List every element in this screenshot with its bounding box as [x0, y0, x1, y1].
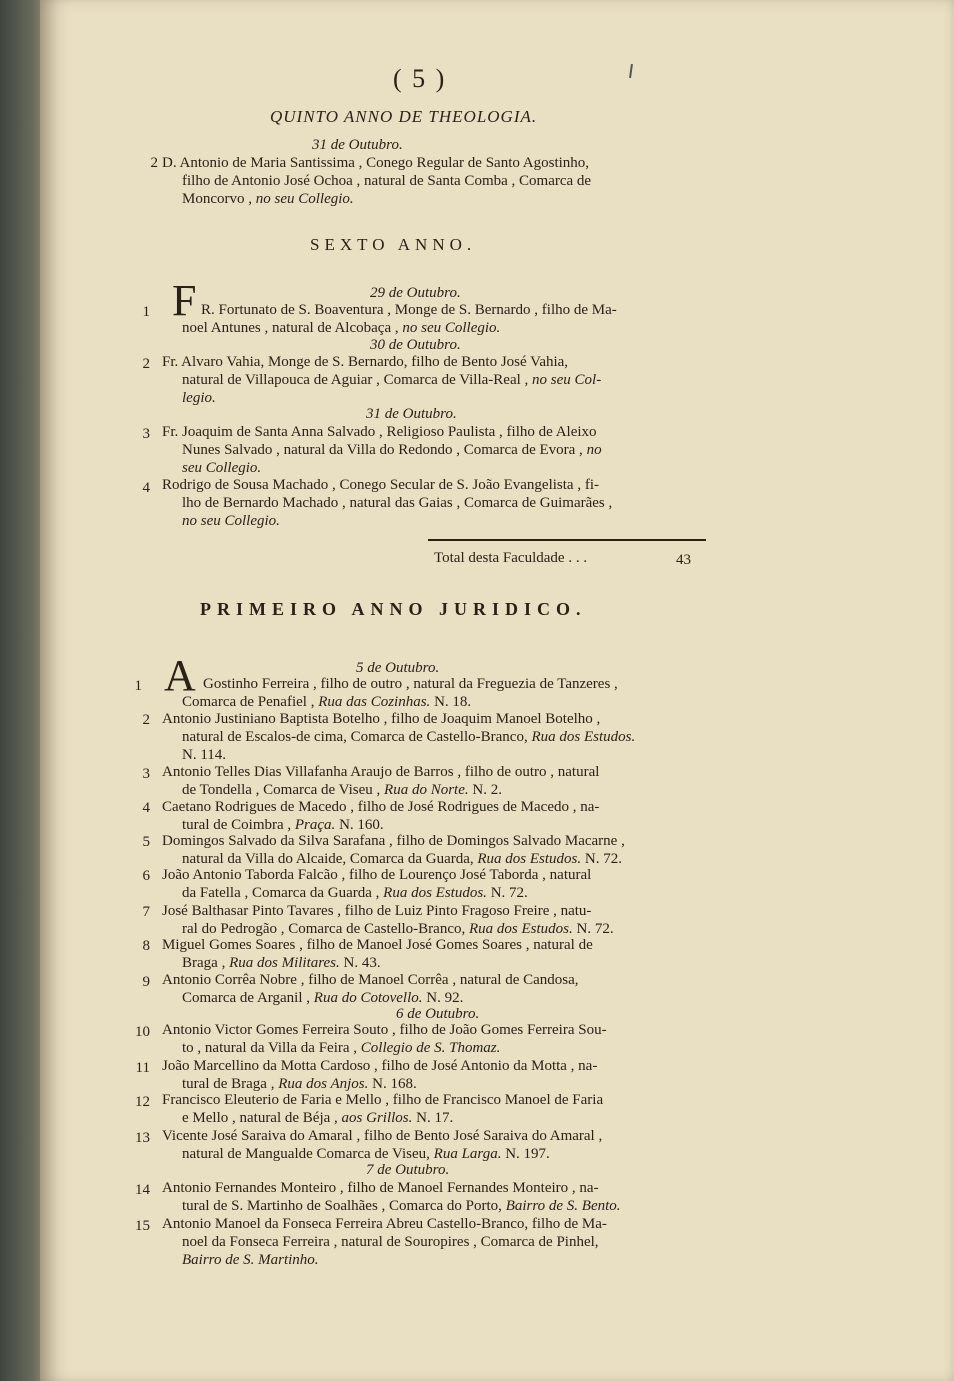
entry-number: 10 [135, 1024, 150, 1040]
entry-text: Nunes Salvado , natural da Villa do Redondo , Comarca de Evora , [182, 442, 587, 458]
entry-line: lho de Bernardo Machado , natural das Gaias , Comarca de Guimarães , [182, 495, 613, 511]
entry-house-number: N. 2. [468, 782, 502, 798]
entry-line [182, 729, 635, 746]
entry-line: Antonio Manoel da Fonseca Ferreira Abreu Castello-Branco, filho de Ma- [162, 1216, 607, 1232]
entry-location: Rua do Cotovello. [313, 990, 423, 1006]
book-spine-edge [0, 0, 44, 1381]
entry-line [182, 921, 614, 938]
entry-text: Comarca de Arganil , [182, 990, 314, 1006]
entry-location: Rua dos Militares. [229, 955, 340, 971]
entry-number: 1 [134, 678, 142, 694]
entry-house-number: N. 72. [581, 851, 622, 867]
entry-line: Antonio Telles Dias Villafanha Araujo de Barros , filho de outro , natural [162, 764, 600, 780]
entry-line: Antonio Corrêa Nobre , filho de Manoel Corrêa , natural de Candosa, [162, 972, 579, 988]
pencil-mark [629, 64, 633, 78]
entry-location: no [586, 442, 602, 458]
entry-line: R. Fortunato de S. Boaventura , Monge de S. Bernardo , filho de Ma- [201, 302, 617, 318]
entry-line: Francisco Eleuterio de Faria e Mello , filho de Francisco Manoel de Faria [162, 1092, 604, 1108]
entry-location: no seu Collegio. [182, 513, 280, 529]
entry-line: Fr. Joaquim de Santa Anna Salvado , Religioso Paulista , filho de Aleixo [162, 424, 597, 440]
entry-text: da Fatella , Comarca da Guarda , [182, 885, 384, 901]
entry-line [182, 191, 354, 208]
entry-house-number: N. 92. [422, 990, 464, 1006]
entry-line: Rodrigo de Sousa Machado , Conego Secular de S. João Evangelista , fi- [162, 477, 599, 493]
drop-cap: F [172, 276, 197, 325]
entry-number: 2 [142, 356, 150, 372]
total-label: Total desta Faculdade . . . [434, 550, 588, 566]
entry-house-number: N. 197. [501, 1146, 550, 1162]
entry-line: noel da Fonseca Ferreira , natural de Souropires , Comarca de Pinhel, [182, 1234, 599, 1250]
entry-location: Rua dos Estudos. [469, 921, 573, 937]
entry-line [182, 885, 528, 902]
entry-location: no seu Collegio. [255, 191, 354, 207]
date-heading: 31 de Outubro. [312, 137, 403, 153]
entry-text: tural de Braga , [182, 1076, 279, 1092]
entry-number: 3 [142, 426, 150, 442]
entry-line [182, 442, 602, 459]
entry-line [182, 782, 502, 799]
entry-location: Praça. [294, 817, 336, 833]
entry-line [182, 1198, 621, 1215]
entry-number: 6 [142, 868, 150, 884]
drop-cap: A [164, 651, 196, 700]
entry-line: Gostinho Ferreira , filho de outro , natural da Freguezia de Tanzeres , [203, 676, 618, 692]
entry-location: Rua dos Estudos. [531, 729, 636, 745]
entry-number: 13 [135, 1130, 150, 1146]
entry-house-number: N. 43. [339, 955, 381, 971]
entry-text: natural de Villapouca de Aguiar , Comarca de Villa-Real , [182, 372, 533, 388]
entry-number: 1 [142, 304, 150, 320]
entry-location: Bairro de S. Martinho. [182, 1252, 319, 1268]
entry-text: tural de Coimbra , [182, 817, 295, 833]
entry-text: Comarca de Penafiel , [182, 694, 319, 710]
entry-house-number: N. 18. [430, 694, 472, 710]
entry-line [182, 320, 500, 337]
entry-line: Caetano Rodrigues de Macedo , filho de José Rodrigues de Macedo , na- [162, 799, 600, 815]
entry-location: Rua das Cozinhas. [318, 694, 431, 710]
date-heading: 7 de Outubro. [366, 1162, 450, 1178]
entry-line: filho de Antonio José Ochoa , natural de Santa Comba , Comarca de [182, 173, 592, 189]
entry-line [182, 1110, 453, 1127]
entry-number: 7 [142, 904, 150, 920]
entry-location: aos Grillos. [341, 1110, 413, 1126]
entry-text: to , natural da Villa da Feira , [182, 1040, 361, 1056]
entry-line: José Balthasar Pinto Tavares , filho de Luiz Pinto Fragoso Freire , natu- [162, 903, 592, 919]
entry-location: no seu Collegio. [402, 320, 501, 336]
entry-line [182, 372, 601, 389]
entry-text: tural de S. Martinho de Soalhães , Comarca do Porto, [182, 1198, 506, 1214]
entry-location: Bairro de S. Bento. [505, 1198, 621, 1214]
entry-number: 4 [142, 480, 150, 496]
entry-text: natural de Mangualde Comarca de Viseu, [182, 1146, 434, 1162]
entry-number: 8 [142, 938, 150, 954]
entry-number: 14 [135, 1182, 150, 1198]
entry-line: João Marcellino da Motta Cardoso , filho de José Antonio da Motta , na- [162, 1058, 598, 1074]
date-heading: 30 de Outubro. [370, 337, 461, 353]
entry-number: 9 [142, 974, 150, 990]
entry-house-number: N. 160. [335, 817, 384, 833]
entry-number: 2 [142, 712, 150, 728]
page-number: ( 5 ) [393, 64, 447, 93]
entry-line [182, 851, 622, 868]
entry-text: e Mello , natural de Béja , [182, 1110, 342, 1126]
page-content [40, 0, 954, 1381]
entry-location: Collegio de S. Thomaz. [360, 1040, 501, 1056]
entry-line: Antonio Victor Gomes Ferreira Souto , filho de João Gomes Ferreira Sou- [162, 1022, 607, 1038]
section-heading-primeiro: PRIMEIRO ANNO JURIDICO. [200, 599, 587, 619]
entry-line [182, 817, 384, 834]
entry-line: Antonio Justiniano Baptista Botelho , filho de Joaquim Manoel Botelho , [162, 711, 601, 727]
total-value: 43 [676, 552, 691, 568]
entry-house-number: N. 17. [412, 1110, 454, 1126]
entry-location: legio. [182, 390, 216, 406]
entry-line [182, 1076, 417, 1093]
entry-number: 11 [135, 1060, 150, 1076]
entry-line [182, 955, 381, 972]
entry-number: 5 [142, 834, 150, 850]
entry-line: Vicente José Saraiva do Amaral , filho de Bento José Saraiva do Amaral , [162, 1128, 603, 1144]
entry-number: 2 [150, 155, 158, 171]
date-heading: 5 de Outubro. [356, 660, 440, 676]
entry-text: natural da Villa do Alcaide, Comarca da Guarda, [182, 851, 478, 867]
entry-house-number: N. 72. [486, 885, 528, 901]
entry-text: ral do Pedrogão , Comarca de Castello-Branco, [182, 921, 469, 937]
entry-text: Braga , [182, 955, 230, 971]
entry-location: Rua dos Estudos. [477, 851, 582, 867]
entry-location: no seu Col- [532, 372, 602, 388]
entry-number: 4 [142, 800, 150, 816]
entry-line [182, 990, 463, 1007]
entry-location: Rua dos Estudos. [383, 885, 487, 901]
entry-location: Rua do Norte. [384, 782, 469, 798]
entry-number: 12 [135, 1094, 150, 1110]
entry-house-number: N. 168. [368, 1076, 417, 1092]
entry-line [182, 1146, 550, 1163]
entry-line: Antonio Fernandes Monteiro , filho de Manoel Fernandes Monteiro , na- [162, 1180, 599, 1196]
entry-line [182, 694, 471, 711]
entry-text: noel Antunes , natural de Alcobaça , [182, 320, 403, 336]
entry-location: seu Collegio. [182, 460, 262, 476]
entry-location: Rua dos Anjos. [278, 1076, 369, 1092]
entry-line: João Antonio Taborda Falcão , filho de Lourenço José Taborda , natural [162, 867, 592, 883]
entry-line: Fr. Alvaro Vahia, Monge de S. Bernardo, filho de Bento José Vahia, [162, 354, 569, 370]
entry-line [182, 1040, 500, 1057]
entry-text: de Tondella , Comarca de Viseu , [182, 782, 385, 798]
entry-text: Moncorvo , [182, 191, 256, 207]
entry-line: Domingos Salvado da Silva Sarafana , filho de Domingos Salvado Macarne , [162, 833, 625, 849]
entry-number: 3 [142, 766, 150, 782]
entry-house-number: N. 114. [182, 747, 227, 763]
date-heading: 6 de Outubro. [396, 1006, 480, 1022]
entry-house-number: N. 72. [572, 921, 614, 937]
date-heading: 31 de Outubro. [366, 406, 457, 422]
faculty-header: QUINTO ANNO DE THEOLOGIA. [270, 107, 538, 126]
entry-text: natural de Escalos-de cima, Comarca de Castello-Branco, [182, 729, 532, 745]
document-page [40, 0, 954, 1381]
entry-number: 15 [135, 1218, 150, 1234]
date-heading: 29 de Outubro. [370, 285, 461, 301]
total-rule [428, 539, 706, 541]
entry-line: Miguel Gomes Soares , filho de Manoel José Gomes Soares , natural de [162, 937, 593, 953]
section-heading-sexto: SEXTO ANNO. [310, 235, 477, 254]
entry-location: Rua Larga. [433, 1146, 502, 1162]
entry-line: D. Antonio de Maria Santissima , Conego Regular de Santo Agostinho, [162, 155, 590, 171]
